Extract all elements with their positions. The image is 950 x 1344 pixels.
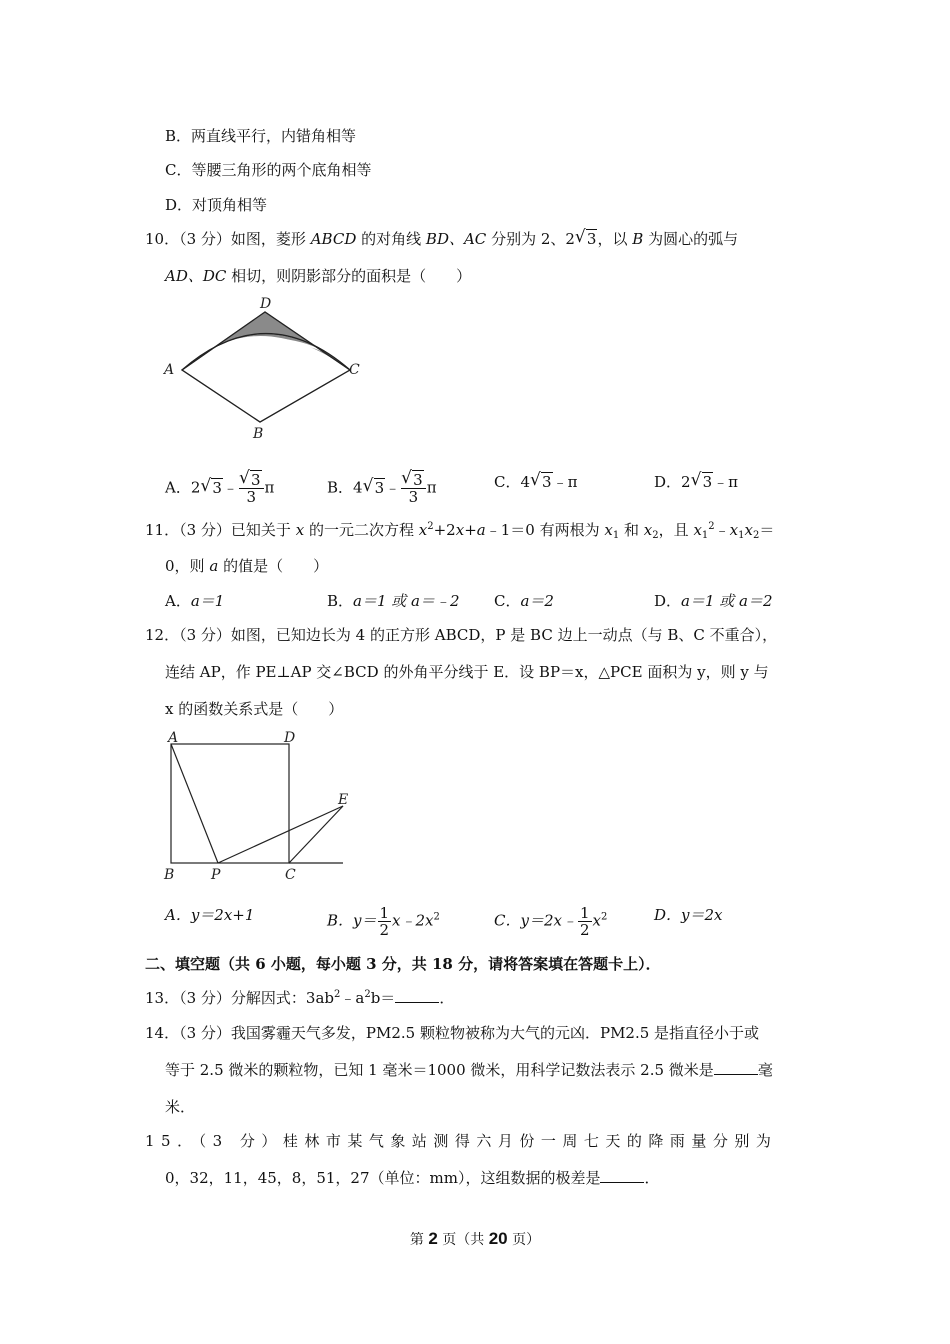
page-footer: 第 2 页（共 20 页） — [409, 1229, 541, 1248]
q15-line1: 15．（3 分）桂林市某气象站测得六月份一周七天的降雨量分别为 — [145, 1132, 778, 1150]
q13-line: 13．（3 分）分解因式：$3ab^2﹣a^2b=$ ． — [145, 989, 455, 1007]
fig10-label-a: A — [164, 362, 175, 378]
q12-line1: 12．（3 分）如图，已知边长为 4 的正方形 ABCD，P 是 BC 边上一动点（与 B、C 不重合）， — [145, 626, 778, 644]
q14-line2: 等于 2.5 微米的颗粒物，已知 1 毫米＝1000 微米，用科学记数法表示 2.5 微米是 毫 — [165, 1061, 773, 1079]
q11-line2: 0，则 a 的值是（ ） — [165, 557, 329, 575]
q12-option-d: D．y＝2x — [654, 906, 723, 924]
q15-answer-blank[interactable] — [600, 1168, 644, 1183]
q12-option-b: B．y＝ $\frac{1}{2}$ $x﹣2x^2$ — [327, 904, 440, 939]
q15-line2: 0，32，11，45，8，51，27（单位：mm），这组数据的极差是 ． — [165, 1169, 660, 1187]
fig12-label-b: B — [164, 867, 175, 883]
q11-option-c: C．a＝2 — [494, 592, 554, 610]
fig10-label-b: B — [253, 426, 264, 442]
q10-line1: 10．（3 分）如图，菱形 ABCD 的对角线 BD、AC 分别为 2、2√ 3，以 B 为圆心的弧与 — [145, 229, 738, 249]
q11-line1: 11．（3 分）已知关于 x 的一元二次方程 $x^2+2x+a﹣1=0$ 有两根为 $x_1$ 和 $x_2$，且 $x_1^2﹣x_1x_2=$ — [145, 521, 775, 541]
q12-line3: x 的函数关系式是（ ） — [165, 700, 344, 718]
q11-option-b: B．a＝1 或 a＝﹣2 — [327, 592, 460, 610]
fig12-label-e: E — [338, 792, 349, 808]
q10-option-c: C．4√ 3﹣π — [494, 472, 577, 492]
q10-line2: AD、DC 相切，则阴影部分的面积是（ ） — [165, 267, 472, 285]
fig10-label-d: D — [260, 296, 272, 312]
q14-line3: 米． — [165, 1098, 196, 1116]
q13-answer-blank[interactable] — [395, 988, 439, 1003]
fig12-label-a: A — [168, 730, 179, 746]
q14-answer-blank[interactable] — [714, 1060, 758, 1075]
q12-option-a: A．y＝2x+1 — [165, 906, 255, 924]
rhombus-figure — [160, 292, 370, 442]
q14-line1: 14．（3 分）我国雾霾天气多发，PM2.5 颗粒物被称为大气的元凶．PM2.5 是指直径小于或 — [145, 1024, 760, 1042]
q11-option-a: A．a＝1 — [165, 592, 225, 610]
fig10-label-c: C — [349, 362, 360, 378]
q12-line2: 连结 AP，作 PE⊥AP 交∠BCD 的外角平分线于 E．设 BP＝x，△PCE 面积为 y，则 y 与 — [165, 663, 769, 681]
section-heading: 二、填空题（共 6 小题，每小题 3 分，共 18 分，请将答案填在答题卡上）． — [145, 955, 661, 973]
q10-option-b: B．4√ 3﹣ √ $\frac{3}{3}$ π — [327, 472, 437, 505]
square-figure — [160, 726, 360, 886]
q10-option-d: D．2√ 3﹣π — [654, 472, 738, 492]
q10-option-a: A．2√ 3﹣ √ $\frac{3}{3}$ π — [165, 472, 274, 505]
option-d-prev: D．对顶角相等 — [165, 196, 268, 214]
option-c-prev: C．等腰三角形的两个底角相等 — [165, 161, 372, 179]
q12-option-c: C．y＝2x﹣ $\frac{1}{2}$ $x^2$ — [494, 904, 608, 939]
fig12-label-c: C — [285, 867, 296, 883]
fig12-label-p: P — [211, 867, 221, 883]
option-b-prev: B．两直线平行，内错角相等 — [165, 127, 357, 145]
q11-option-d: D．a＝1 或 a＝2 — [654, 592, 773, 610]
fig12-label-d: D — [284, 730, 296, 746]
